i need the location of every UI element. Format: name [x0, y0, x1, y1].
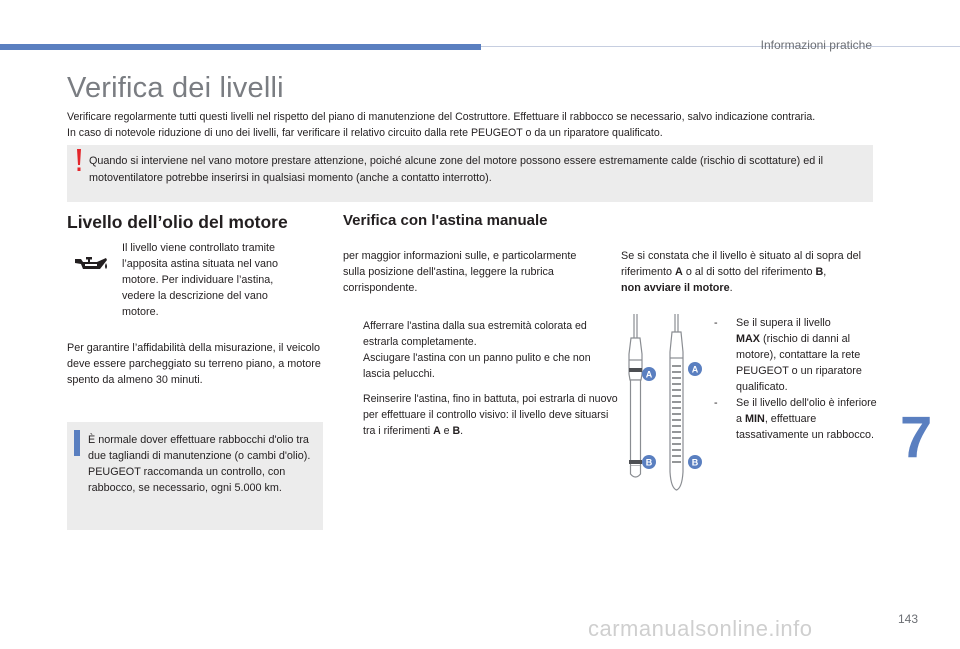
dipstick-right [670, 314, 683, 490]
label-b-left [642, 455, 656, 469]
section-name: Informazioni pratiche [760, 38, 872, 52]
label-a-left [642, 367, 656, 381]
warning-exclamation-icon [74, 149, 84, 173]
oil-icon-description: Il livello viene controllato tramite l’apposita astina situata nel vano motore. Per individuare l’astina, vedere la descrizione del vano motore. [122, 242, 279, 318]
step-1 [343, 318, 618, 350]
svg-text:B: B [645, 457, 653, 468]
footer-watermark: carmanualsonline.info [588, 616, 813, 641]
dipstick-illustration [616, 312, 708, 494]
min-word: MIN [745, 413, 765, 425]
min-item: - Se il livello dell'olio è inferiore a MIN, effettuare tassativamente un rabbocco. [714, 397, 877, 441]
bullet-icon [343, 350, 363, 382]
step-2-text: Asciugare l'astina con un panno pulito e che non lascia pelucchi. [363, 352, 591, 380]
dipstick-step-3 [343, 391, 618, 439]
intro-text [67, 109, 877, 141]
step-3 [343, 391, 618, 439]
no-start-warning: non avviare il motore [621, 282, 730, 294]
page-number: 143 [898, 612, 919, 626]
bullet-icon [343, 318, 363, 350]
ref-a: A [433, 425, 441, 437]
dipstick-left [629, 314, 642, 477]
chapter-number: 7 [900, 405, 933, 470]
oil-level-heading: Livello dell’olio del motore [67, 212, 288, 232]
intro-line-2: In caso di notevole riduzione di uno dei livelli, far verificare il relativo circuito dalla rete PEUGEOT o da un riparatore qualificato. [67, 127, 663, 139]
oil-can-icon [73, 253, 109, 275]
svg-text:A: A [691, 364, 699, 375]
info-marker-icon [74, 430, 80, 456]
header-accent-bar [0, 44, 481, 50]
ref-b: B [452, 425, 461, 437]
warning-text: Quando si interviene nel vano motore prestare attenzione, poiché alcune zone del motore possono essere estremamente calde (rischio di scottature) ed il motoventilatore potrebbe inserirsi in qualsiasi momento (anche a contatto interrotto). [89, 155, 823, 184]
level-check-text: Se si constata che il livello è situato al di sopra del riferimento A o al di sotto del riferimento B, non avviare il motore. [621, 250, 862, 294]
label-a-right [688, 362, 702, 376]
svg-text:A: A [645, 369, 653, 380]
label-b-right [688, 455, 702, 469]
max-item: - Se il supera il livello MAX (rischio di danni al motore), contattare la rete PEUGEOT o un riparatore qualificato. [714, 317, 862, 393]
svg-text:B: B [691, 457, 699, 468]
dipstick-intro: per maggior informazioni sulle, e particolarmente sulla posizione dell'astina, leggere la rubrica corrispondente. [343, 250, 577, 294]
step-2 [343, 350, 618, 382]
info-text: È normale dover effettuare rabbocchi d'olio tra due tagliandi di manutenzione (o cambi d'olio). PEUGEOT raccomanda un controllo, con rabbocco, se necessario, ogni 5.000 km. [88, 434, 311, 494]
level-dash-list [714, 315, 879, 443]
max-word: MAX [736, 333, 760, 345]
header-divider [481, 46, 960, 47]
bullet-icon [343, 391, 363, 439]
intro-line-1: Verificare regolarmente tutti questi livelli nel rispetto del piano di manutenzione del Costruttore. Effettuare il rabbocco se necessario, salvo indicazione contraria. [67, 111, 816, 123]
dipstick-steps-1-2 [343, 318, 618, 382]
step-1-text: Afferrare l'astina dalla sua estremità colorata ed estrarla completamente. [363, 320, 587, 348]
step-3-text: Reinserire l'astina, fino in battuta, poi estrarla di nuovo per effettuare il controllo visivo: il livello deve situarsi tra i riferimenti A e B. [363, 393, 618, 437]
dipstick-heading: Verifica con l'astina manuale [343, 212, 548, 229]
page-title: Verifica dei livelli [67, 72, 284, 104]
oil-measurement-note: Per garantire l’affidabilità della misurazione, il veicolo deve essere parcheggiato su terreno piano, a motore spento da almeno 30 minuti. [67, 342, 321, 386]
